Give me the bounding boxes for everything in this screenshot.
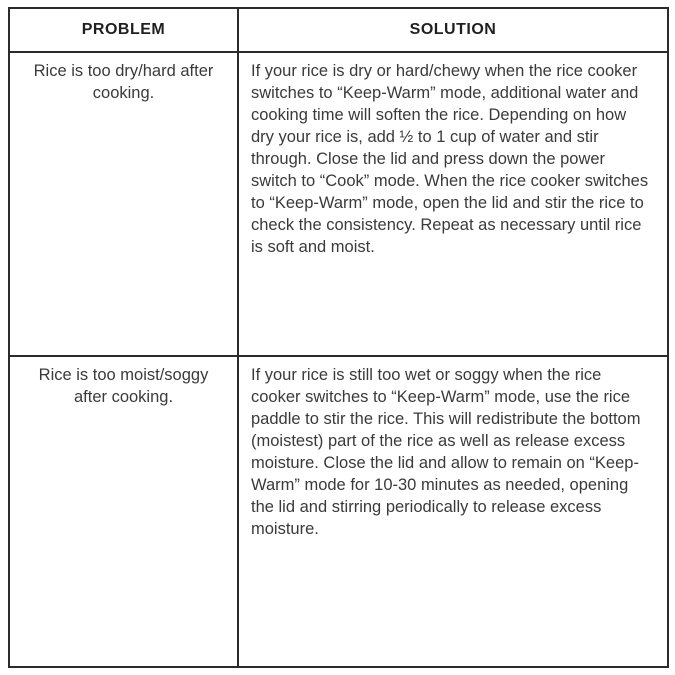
header-cell-solution: SOLUTION bbox=[238, 8, 668, 52]
table-row bbox=[9, 356, 668, 667]
solution-cell-dry-hard: If your rice is dry or hard/chewy when the rice cooker switches to “Keep-Warm” mode, additional water and cooking time will soften the rice. Depending on how dry your rice is, add ½ to 1 cup of water and stir through. Close the lid and press down the power switch to “Cook” mode. When the rice cooker switches to “Keep-Warm” mode, open the lid and stir the rice to check the consistency. Repeat as necessary until rice is soft and moist. bbox=[238, 52, 668, 356]
problem-cell-dry-hard: Rice is too dry/hard after cooking. bbox=[9, 52, 238, 356]
troubleshooting-table bbox=[8, 7, 669, 668]
table-header-row bbox=[9, 8, 668, 52]
table-row bbox=[9, 52, 668, 356]
problem-cell-moist-soggy: Rice is too moist/soggy after cooking. bbox=[9, 356, 238, 667]
solution-cell-moist-soggy: If your rice is still too wet or soggy when the rice cooker switches to “Keep-Warm” mode, use the rice paddle to stir the rice. This will redistribute the bottom (moistest) part of the rice as well as release excess moisture. Close the lid and allow to remain on “Keep-Warm” mode for 10-30 minutes as needed, opening the lid and stirring periodically to release excess moisture. bbox=[238, 356, 668, 667]
header-cell-problem: PROBLEM bbox=[9, 8, 238, 52]
